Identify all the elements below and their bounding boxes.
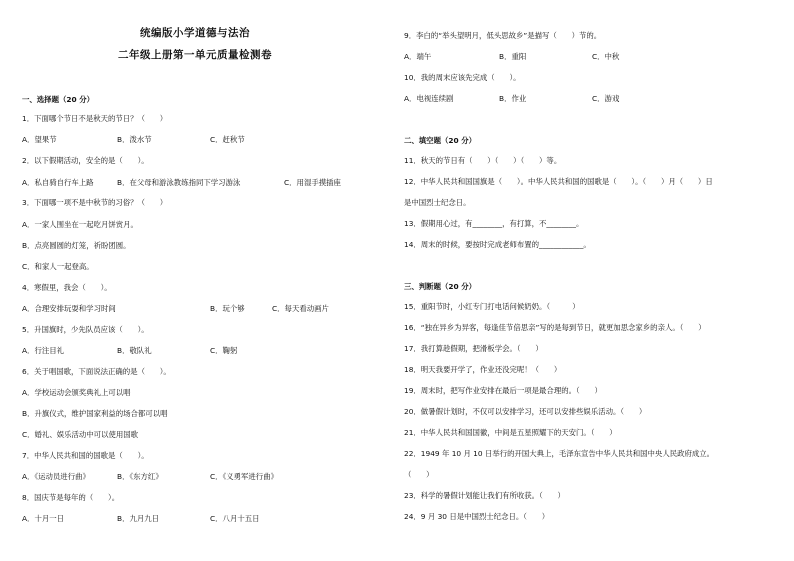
q8-option-c: C．八月十五日: [210, 514, 260, 523]
question-1: 1．下面哪个节日不是秋天的节日？（ ）: [22, 114, 168, 123]
question-24: 24．9 月 30 日是中国烈士纪念日。（ ）: [404, 512, 550, 521]
q7-option-a: A．《运动员进行曲》: [22, 472, 90, 481]
question-9: 9．李白的“举头望明月，低头思故乡”是描写（ ）节的。: [404, 31, 602, 40]
q3-option-b: B．点亮圆圆的灯笼，祈盼团圆。: [22, 241, 131, 250]
question-22: 22．1949 年 10 月 10 日举行的开国大典上，毛泽东宣告中华人民共和国中央人民政府成立。: [404, 449, 715, 458]
q2-option-b: B．在父母和游泳教练指同下学习游泳: [117, 178, 241, 187]
exam-title: 统编版小学道德与法治: [140, 27, 250, 39]
q10-option-b: B．作业: [499, 94, 527, 103]
q1-option-c: C．赶秋节: [210, 135, 245, 144]
q10-option-c: C．游戏: [592, 94, 620, 103]
question-20: 20．做暑假计划时，不仅可以安排学习，还可以安排些娱乐活动。（ ）: [404, 407, 647, 416]
question-2: 2．以下假期活动，安全的是（ ）。: [22, 156, 149, 165]
q7-option-b: B．《东方红》: [117, 472, 163, 481]
q9-option-a: A．端午: [404, 52, 432, 61]
question-15: 15．重阳节时，小红专门打电话问候奶奶。（ ）: [404, 302, 580, 311]
q5-option-c: C．鞠躬: [210, 346, 238, 355]
q6-option-c: C．婚礼、娱乐活动中可以使用国歌: [22, 430, 139, 439]
question-6: 6．关于唱国歌，下面说法正确的是（ ）。: [22, 367, 171, 376]
q1-option-a: A．望果节: [22, 135, 57, 144]
q5-option-b: B．敬队礼: [117, 346, 152, 355]
q6-option-a: A．学校运动会颁奖典礼上可以唱: [22, 388, 131, 397]
q3-option-a: A．一家人围坐在一起吃月饼赏月。: [22, 220, 138, 229]
question-5: 5．升国旗时，少先队员应该（ ）。: [22, 325, 149, 334]
question-8: 8．国庆节是每年的（ ）。: [22, 493, 120, 502]
question-7: 7．中华人民共和国的国歌是（ ）。: [22, 451, 149, 460]
question-11: 11．秋天的节日有（ ）（ ）（ ）等。: [404, 156, 562, 165]
section-judge-heading: 三、判断题（20 分）: [404, 282, 476, 291]
question-14: 14．周末的时候，要按时完成老师布置的____________。: [404, 240, 591, 249]
question-21: 21．中华人民共和国国徽，中间是五星照耀下的天安门。（ ）: [404, 428, 617, 437]
question-12-continued: 是中国烈士纪念日。: [404, 198, 471, 207]
question-18: 18．明天我要开学了，作业还没完呢！（ ）: [404, 365, 562, 374]
question-23: 23．科学的暑假计划能让我们有所收获。（ ）: [404, 491, 565, 500]
q6-option-b: B．升旗仪式，维护国家利益的场合都可以唱: [22, 409, 168, 418]
exam-subtitle: 二年级上册第一单元质量检测卷: [118, 49, 272, 61]
q9-option-c: C．中秋: [592, 52, 620, 61]
question-16: 16．“独在异乡为异客，每逢佳节倍思亲”写的是每到节日，就更加思念家乡的亲人。（ ）: [404, 323, 706, 332]
question-3: 3．下面哪一项不是中秋节的习俗？（ ）: [22, 198, 168, 207]
q4-option-a: A．合理安排玩耍和学习时间: [22, 304, 116, 313]
q5-option-a: A．行注目礼: [22, 346, 65, 355]
q2-option-a: A．私自骑自行车上路: [22, 178, 94, 187]
question-19: 19．周末时，把写作业安排在最后一项是最合理的。（ ）: [404, 386, 602, 395]
question-13: 13．假期用心过，有________，有打算，不________。: [404, 219, 584, 228]
question-22-blank: （ ）: [404, 470, 434, 479]
q1-option-b: B．泼水节: [117, 135, 152, 144]
q2-option-c: C．用湿手摸插座: [284, 178, 341, 187]
question-10: 10．我的周末应该先完成（ ）。: [404, 73, 521, 82]
q4-option-b: B．玩个够: [210, 304, 245, 313]
q7-option-c: C．《义勇军进行曲》: [210, 472, 278, 481]
question-17: 17．我打算趁假期，把滑板学会。（ ）: [404, 344, 543, 353]
q4-option-c: C．每天看动画片: [272, 304, 329, 313]
question-4: 4．寒假里，我会（ ）。: [22, 283, 112, 292]
question-12: 12．中华人民共和国国旗是（ ）。中华人民共和国的国歌是（ ）。（ ）月（ ）日: [404, 177, 713, 186]
q8-option-b: B．九月九日: [117, 514, 160, 523]
q8-option-a: A．十月一日: [22, 514, 65, 523]
q9-option-b: B．重阳: [499, 52, 527, 61]
q3-option-c: C．和家人一起登高。: [22, 262, 94, 271]
q10-option-a: A．电视连续剧: [404, 94, 454, 103]
section-fill-heading: 二、填空题（20 分）: [404, 136, 476, 145]
section-choice-heading: 一、选择题（20 分）: [22, 95, 94, 104]
